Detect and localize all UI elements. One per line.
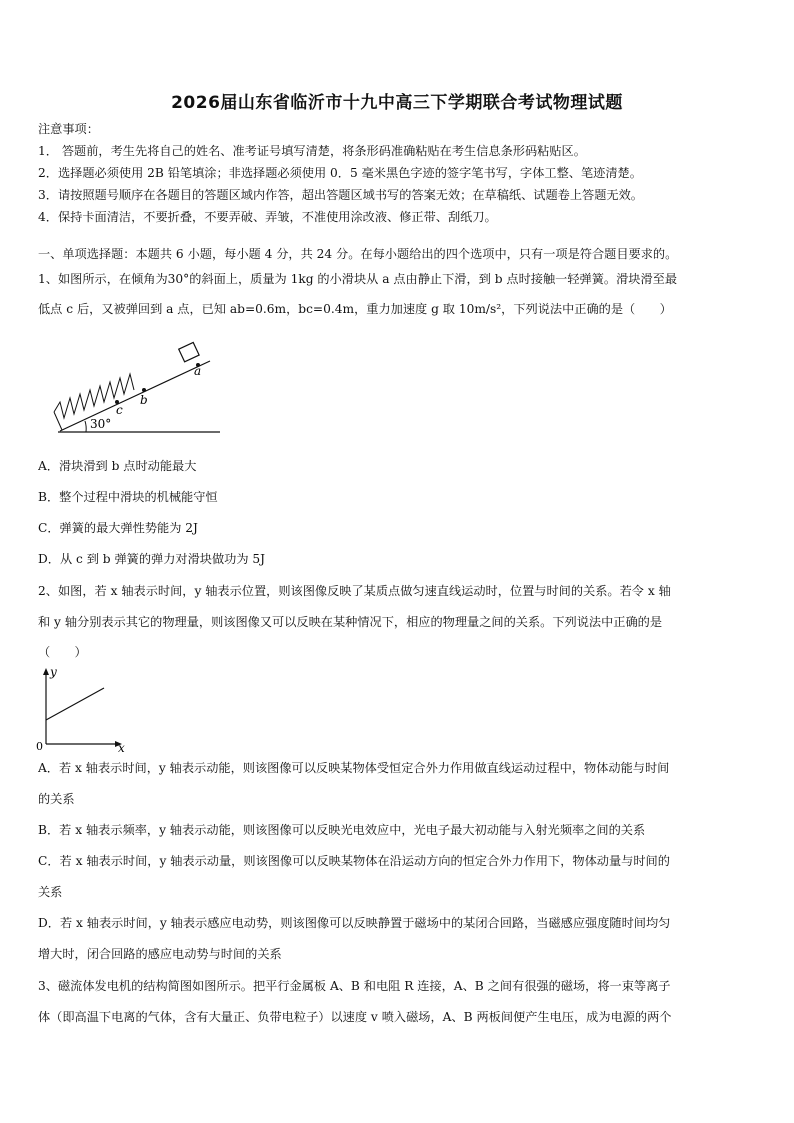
incline-spring-figure — [52, 336, 224, 436]
point-b-dot — [142, 388, 146, 392]
q2-option-c-cont: 关系 — [38, 885, 63, 899]
linear-graph-figure — [34, 662, 130, 752]
notice-item: 3．请按照题号顺序在各题目的答题区域内作答，超出答题区域书写的答案无效；在草稿纸、试题卷上答题无效。 — [38, 188, 643, 202]
page-title: 2026届山东省临沂市十九中高三下学期联合考试物理试题 — [171, 93, 623, 113]
q2-option-b: B．若 x 轴表示频率，y 轴表示动能，则该图像可以反映光电效应中，光电子最大初动能与入射光频率之间的关系 — [38, 823, 646, 837]
point-b-label: b — [140, 393, 148, 407]
question-3-text: 3、磁流体发电机的结构简图如图所示。把平行金属板 A、B 和电阻 R 连接，A、B 之间有很强的磁场，将一束等离子 — [38, 979, 671, 993]
angle-label: 30° — [90, 417, 112, 431]
q2-option-a-cont: 的关系 — [38, 792, 75, 806]
question-2-text: 2、如图，若 x 轴表示时间，y 轴表示位置，则该图像反映了某质点做匀速直线运动时，位置与时间的关系。若令 x 轴 — [38, 584, 671, 598]
question-2-text: 和 y 轴分别表示其它的物理量，则该图像又可以反映在某种情况下，相应的物理量之间的关系。下列说法中正确的是 — [38, 615, 663, 629]
q1-option-c: C．弹簧的最大弹性势能为 2J — [38, 521, 198, 535]
point-c-label: c — [116, 403, 123, 417]
q1-option-b: B．整个过程中滑块的机械能守恒 — [38, 490, 218, 504]
question-1-text: 1、如图所示，在倾角为30°的斜面上，质量为 1kg 的小滑块从 a 点由静止下滑，到 b 点时接触一轻弹簧。滑块滑至最 — [38, 272, 678, 286]
question-2-text: （ ） — [38, 645, 87, 659]
q2-option-c: C．若 x 轴表示时间，y 轴表示动量，则该图像可以反映某物体在沿运动方向的恒定合外力作用下，物体动量与时间的 — [38, 854, 670, 868]
notice-item: 4．保持卡面清洁，不要折叠，不要弄破、弄皱，不准使用涂改液、修正带、刮纸刀。 — [38, 210, 497, 224]
q2-option-d-cont: 增大时，闭合回路的感应电动势与时间的关系 — [38, 947, 282, 961]
notice-item: 2．选择题必须使用 2B 铅笔填涂；非选择题必须使用 0．5 毫米黑色字迹的签字笔书写，字体工整、笔迹清楚。 — [38, 166, 642, 180]
q1-option-a: A．滑块滑到 b 点时动能最大 — [38, 459, 197, 473]
notice-heading: 注意事项： — [38, 122, 99, 136]
q2-option-d: D．若 x 轴表示时间，y 轴表示感应电动势，则该图像可以反映静置于磁场中的某闭合回路，当磁感应强度随时间均匀 — [38, 916, 671, 930]
q1-option-d: D．从 c 到 b 弹簧的弹力对滑块做功为 5J — [38, 552, 266, 566]
section-heading: 一、单项选择题：本题共 6 小题，每小题 4 分，共 24 分。在每小题给出的四个选项中，只有一项是符合题目要求的。 — [38, 247, 678, 261]
question-1-text: 低点 c 后，又被弹回到 a 点，已知 ab=0.6m，bc=0.4m，重力加速度 g 取 10m/s²，下列说法中正确的是（ ） — [38, 302, 672, 316]
q2-option-a: A．若 x 轴表示时间，y 轴表示动能，则该图像可以反映某物体受恒定合外力作用做直线运动过程中，物体动能与时间 — [38, 761, 670, 775]
x-axis-label: x — [118, 741, 125, 752]
notice-item: 1． 答题前，考生先将自己的姓名、准考证号填写清楚，将条形码准确粘贴在考生信息条形码粘贴区。 — [38, 144, 586, 158]
y-axis-label: y — [50, 665, 57, 679]
question-3-text: 体（即高温下电离的气体，含有大量正、负带电粒子）以速度 v 喷入磁场，A、B 两板间便产生电压，成为电源的两个 — [38, 1010, 672, 1024]
point-a-label: a — [194, 364, 202, 378]
origin-label: 0 — [36, 740, 43, 752]
